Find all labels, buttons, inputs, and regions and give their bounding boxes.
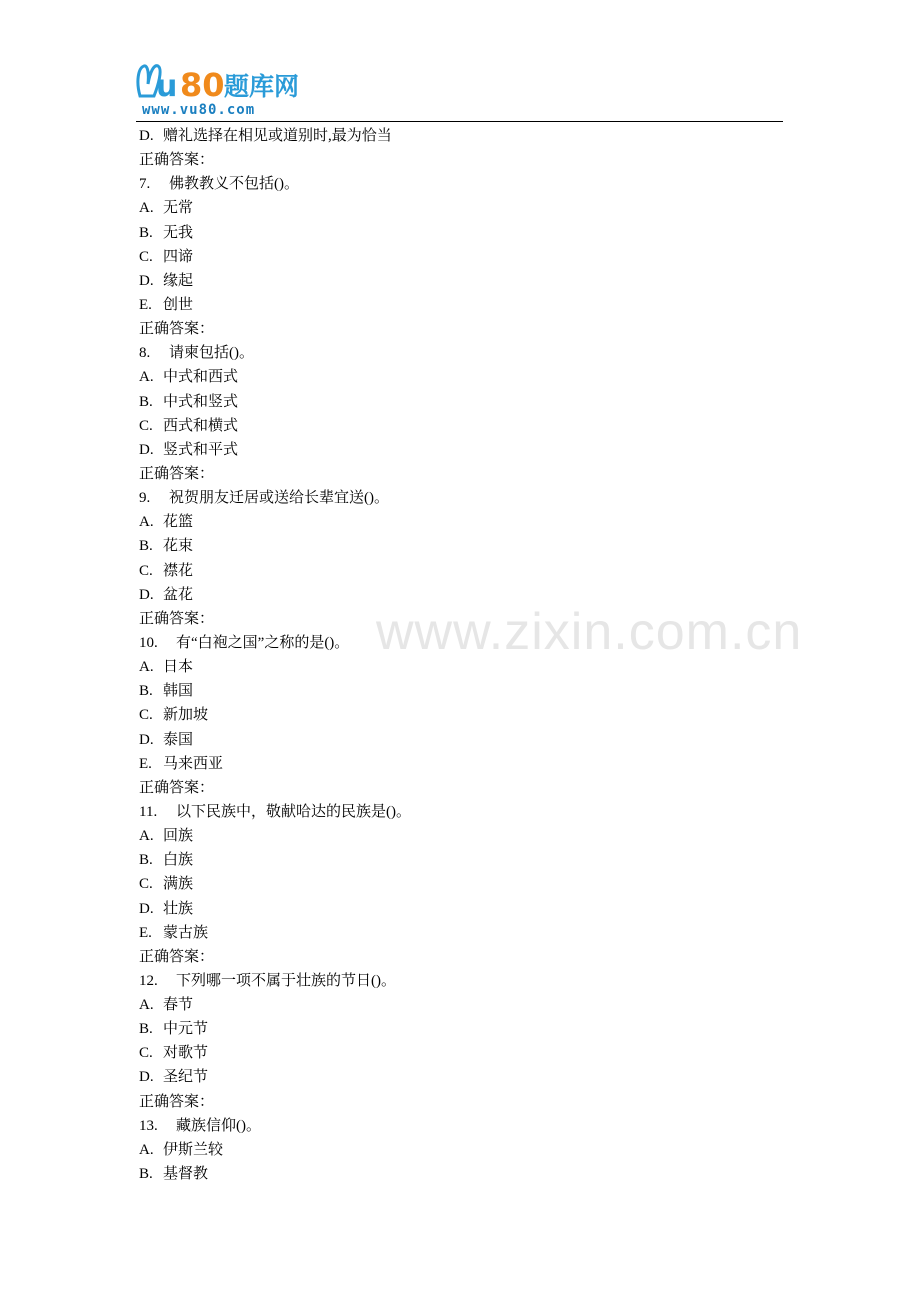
question-text: 佛教教义不包括()。 xyxy=(169,176,299,193)
header-divider xyxy=(136,121,783,122)
watermark: www.zixin.com.cn xyxy=(376,603,803,661)
question-number: 12. xyxy=(139,972,158,989)
option-text: 中式和西式 xyxy=(163,369,239,386)
option-item xyxy=(139,1041,779,1065)
option-key: D. xyxy=(139,900,154,917)
option-item xyxy=(139,124,779,148)
option-text: 西式和横式 xyxy=(163,417,239,434)
svg-text:u: u xyxy=(156,69,178,104)
option-key: B. xyxy=(139,852,153,869)
question-item xyxy=(139,631,779,655)
answer-label: 正确答案： xyxy=(139,321,215,338)
option-text: 中式和竖式 xyxy=(163,393,239,410)
option-key: D. xyxy=(139,272,154,289)
option-key: C. xyxy=(139,562,153,579)
question-item xyxy=(139,969,779,993)
option-item xyxy=(139,1162,779,1186)
option-text: 圣纪节 xyxy=(163,1069,209,1086)
question-item xyxy=(139,800,779,824)
option-text: 马来西亚 xyxy=(163,755,224,772)
option-item xyxy=(139,1138,779,1162)
option-key: B. xyxy=(139,538,153,555)
svg-text:80: 80 xyxy=(180,66,225,104)
option-item xyxy=(139,921,779,945)
option-key: A. xyxy=(139,659,154,676)
option-text: 韩国 xyxy=(163,683,194,700)
question-text: 下列哪一项不属于壮族的节日()。 xyxy=(176,972,396,989)
option-key: D. xyxy=(139,441,154,458)
option-key: B. xyxy=(139,393,153,410)
option-key: A. xyxy=(139,997,154,1014)
logo-url-text: www.vu80.com xyxy=(142,102,256,118)
option-key: D. xyxy=(139,1069,154,1086)
answer-label: 正确答案： xyxy=(139,948,215,965)
option-text: 白族 xyxy=(163,852,194,869)
option-item xyxy=(139,824,779,848)
option-item xyxy=(139,510,779,534)
option-key: C. xyxy=(139,707,153,724)
option-item xyxy=(139,196,779,220)
option-item xyxy=(139,1017,779,1041)
option-item xyxy=(139,1065,779,1089)
option-key: B. xyxy=(139,1166,153,1183)
option-item xyxy=(139,390,779,414)
option-text: 蒙古族 xyxy=(163,924,209,941)
option-text: 泰国 xyxy=(163,731,194,748)
answer-label: 正确答案： xyxy=(139,610,215,627)
option-item xyxy=(139,993,779,1017)
question-number: 11. xyxy=(139,803,158,820)
document-body xyxy=(139,124,779,1186)
option-item xyxy=(139,583,779,607)
answer-label: 正确答案： xyxy=(139,1093,215,1110)
option-text: 盆花 xyxy=(163,586,194,603)
option-text: 回族 xyxy=(163,828,194,845)
question-number: 13. xyxy=(139,1117,158,1134)
option-text: 无常 xyxy=(163,200,194,217)
option-key: A. xyxy=(139,514,154,531)
question-item xyxy=(139,1114,779,1138)
question-text: 藏族信仰()。 xyxy=(176,1117,261,1134)
question-item xyxy=(139,486,779,510)
option-item xyxy=(139,365,779,389)
option-text: 春节 xyxy=(163,997,194,1014)
option-key: B. xyxy=(139,224,153,241)
option-key: C. xyxy=(139,248,153,265)
option-text: 满族 xyxy=(163,876,194,893)
option-key: D. xyxy=(139,731,154,748)
option-key: B. xyxy=(139,1021,153,1038)
question-number: 10. xyxy=(139,634,158,651)
option-text: 花篮 xyxy=(163,514,194,531)
option-text: 花束 xyxy=(163,538,194,555)
option-text: 创世 xyxy=(163,296,194,313)
answer-label: 正确答案： xyxy=(139,779,215,796)
question-item xyxy=(139,341,779,365)
option-text: 对歌节 xyxy=(163,1045,209,1062)
option-item xyxy=(139,703,779,727)
option-key: D. xyxy=(139,586,154,603)
option-item xyxy=(139,534,779,558)
option-key: E. xyxy=(139,924,152,941)
option-key: A. xyxy=(139,828,154,845)
option-item xyxy=(139,293,779,317)
option-item xyxy=(139,414,779,438)
question-number: 7. xyxy=(139,176,151,193)
option-text: 壮族 xyxy=(163,900,194,917)
option-item xyxy=(139,221,779,245)
option-text: 伊斯兰较 xyxy=(163,1141,224,1158)
option-text: 襟花 xyxy=(163,562,194,579)
option-text: 无我 xyxy=(163,224,194,241)
option-text: 日本 xyxy=(163,659,194,676)
option-item xyxy=(139,752,779,776)
option-text: 四谛 xyxy=(163,248,194,265)
question-text: 以下民族中，敬献哈达的民族是()。 xyxy=(176,803,411,820)
option-text: 缘起 xyxy=(163,272,194,289)
option-item xyxy=(139,245,779,269)
option-item xyxy=(139,438,779,462)
site-logo xyxy=(136,62,328,120)
option-key: E. xyxy=(139,755,152,772)
option-item xyxy=(139,872,779,896)
question-text: 有“白袍之国”之称的是()。 xyxy=(176,634,350,651)
option-item xyxy=(139,559,779,583)
question-text: 祝贺朋友迁居或送给长辈宜送()。 xyxy=(169,490,389,507)
question-number: 8. xyxy=(139,345,151,362)
option-key: E. xyxy=(139,296,152,313)
option-key: B. xyxy=(139,683,153,700)
vu80-logo-icon xyxy=(136,62,328,104)
option-item xyxy=(139,897,779,921)
svg-text:题库网: 题库网 xyxy=(224,72,300,101)
answer-label: 正确答案： xyxy=(139,152,215,169)
answer-label: 正确答案： xyxy=(139,465,215,482)
question-number: 9. xyxy=(139,490,151,507)
option-key: A. xyxy=(139,369,154,386)
question-text: 请柬包括()。 xyxy=(169,345,254,362)
option-key: C. xyxy=(139,417,153,434)
option-key: A. xyxy=(139,200,154,217)
option-text: 基督教 xyxy=(163,1166,209,1183)
option-key: C. xyxy=(139,876,153,893)
option-key: D. xyxy=(139,128,154,144)
option-key: A. xyxy=(139,1141,154,1158)
option-item xyxy=(139,655,779,679)
question-item xyxy=(139,172,779,196)
option-text: 新加坡 xyxy=(163,707,209,724)
option-text: 赠礼选择在相见或道别时,最为恰当 xyxy=(163,128,392,144)
option-key: C. xyxy=(139,1045,153,1062)
option-item xyxy=(139,269,779,293)
option-item xyxy=(139,679,779,703)
option-text: 中元节 xyxy=(163,1021,209,1038)
option-item xyxy=(139,848,779,872)
option-item xyxy=(139,728,779,752)
option-text: 竖式和平式 xyxy=(163,441,239,458)
